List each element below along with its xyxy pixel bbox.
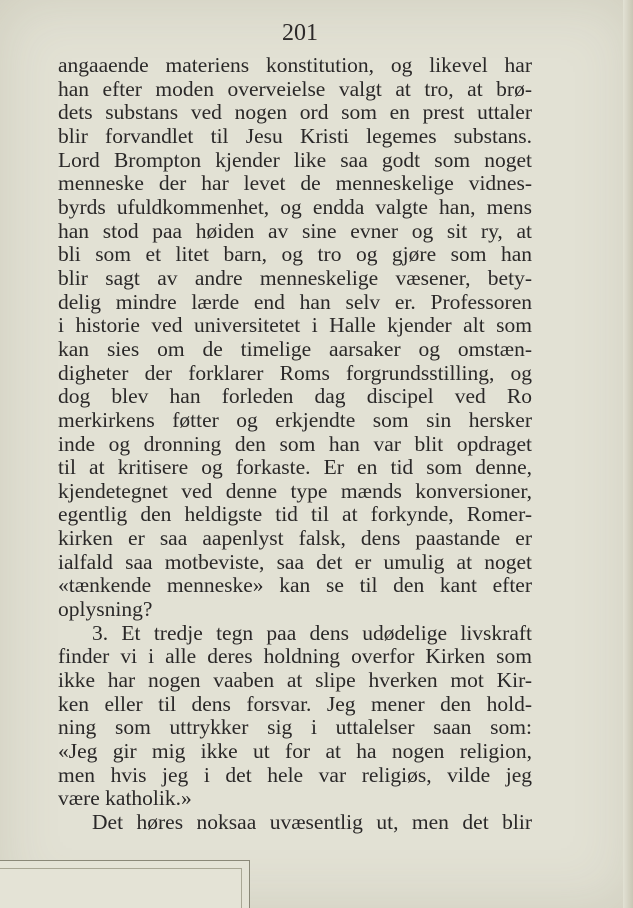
text-line: dets substans ved nogen ord som en prest uttaler [58, 100, 532, 125]
body-text [58, 54, 532, 835]
library-label-inner-border [0, 868, 242, 908]
text-line: merkirkens føtter og erkjendte som sin hersker [58, 407, 532, 432]
text-line: til at kritisere og forkaste. Er en tid som denne, [58, 455, 532, 480]
text-line: være katholik.» [58, 786, 192, 811]
text-line: dog blev han forleden dag discipel ved Ro [58, 384, 532, 409]
text-line: kan sies om de timelige aarsaker og omstæn- [58, 336, 532, 361]
text-line: Lord Brompton kjender like saa godt som noget [58, 147, 532, 172]
text-line: menneske der har levet de menneskelige vidnes- [58, 171, 532, 196]
text-line: oplysning? [58, 597, 153, 622]
text-line: kjendetegnet ved denne type mænds konversioner, [58, 478, 532, 503]
text-line: «tænkende menneske» kan se til den kant efter [58, 573, 532, 598]
page-number: 201 [282, 20, 318, 46]
text-line: ikke har nogen vaaben at slipe hverken mot Kir- [58, 668, 532, 693]
text-line: blir sagt av andre menneskelige væsener, bety- [58, 265, 532, 290]
text-line: blir forvandlet til Jesu Kristi legemes substans. [58, 123, 532, 148]
text-line: han efter moden overveielse valgt at tro, at brø- [58, 76, 532, 101]
text-line: inde og dronning den som han var blit opdraget [58, 431, 532, 456]
text-line: i historie ved universitetet i Halle kjender alt som [58, 313, 532, 338]
text-line: kirken er saa aapenlyst falsk, dens paastande er [58, 526, 532, 551]
text-line: egentlig den heldigste tid til at forkynde, Romer- [58, 502, 532, 527]
text-line: ialfald saa motbeviste, saa det er umulig at noget [58, 549, 532, 574]
text-line: han stod paa høiden av sine evner og sit ry, at [58, 218, 532, 243]
text-line: angaaende materiens konstitution, og likevel har [58, 53, 532, 77]
text-line: bli som et litet barn, og tro og gjøre som han [58, 242, 532, 267]
text-line: men hvis jeg i det hele var religiøs, vilde jeg [58, 762, 532, 787]
text-line: digheter der forklarer Roms forgrundsstilling, og [58, 360, 532, 385]
page-edge-shadow [623, 0, 633, 908]
text-line: Det høres noksaa uvæsentlig ut, men det blir [92, 810, 532, 834]
text-line: ning som uttrykker sig i uttalelser saan som: [58, 715, 532, 740]
text-line: byrds ufuldkommenhet, og endda valgte han, mens [58, 194, 532, 219]
text-line: finder vi i alle deres holdning overfor Kirken som [58, 644, 532, 669]
text-line: delig mindre lærde end han selv er. Professoren [58, 289, 532, 314]
text-line: 3. Et tredje tegn paa dens udødelige livskraft [92, 620, 532, 645]
text-line: «Jeg gir mig ikke ut for at ha nogen religion, [58, 739, 532, 764]
text-line: ken eller til dens forsvar. Jeg mener den hold- [58, 691, 532, 716]
